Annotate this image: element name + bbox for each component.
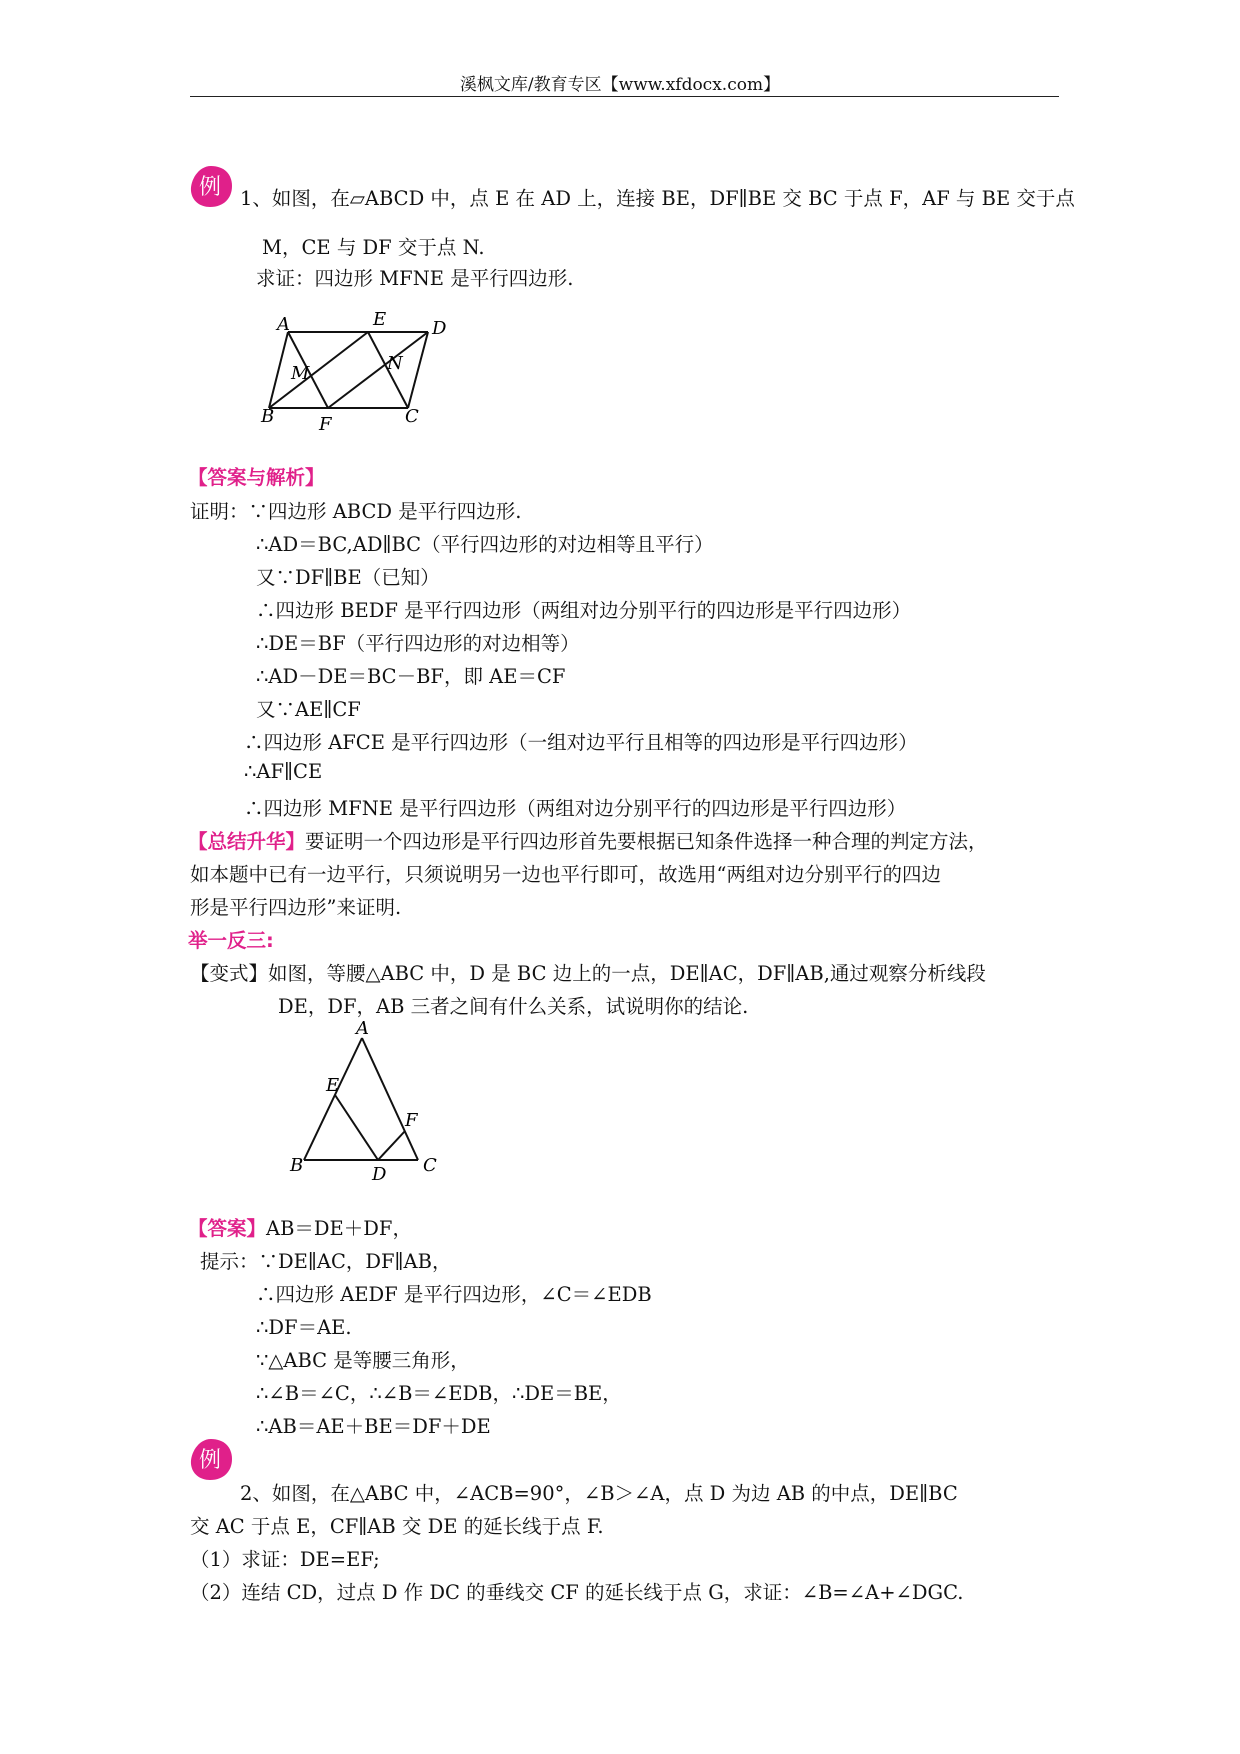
hint-line: ∵△ABC 是等腰三角形， [256, 1349, 470, 1372]
proof-line: ∴四边形 MFNE 是平行四边形（两组对边分别平行的四边形是平行四边形） [244, 797, 907, 820]
variant-line1: 【变式】如图，等腰△ABC 中，D 是 BC 边上的一点，DE∥AC，DF∥AB,通过观察分析线段 [190, 962, 986, 985]
example1-line2: M，CE 与 DF 交于点 N. [262, 236, 485, 259]
svg-text:例: 例 [198, 1448, 222, 1473]
summary-heading: 【总结升华】 [188, 830, 306, 853]
label-A: A [277, 314, 290, 335]
example2-line2: 交 AC 于点 E，CF∥AB 交 DE 的延长线于点 F. [190, 1515, 604, 1538]
example-badge-icon [188, 1437, 234, 1483]
answer-analysis-heading: 【答案与解析】 [188, 466, 325, 489]
label-N: N [387, 353, 403, 374]
answer2-result: AB＝DE＋DF， [266, 1217, 412, 1240]
example-badge-icon [188, 164, 234, 210]
practice-heading: 举一反三: [188, 929, 274, 952]
summary-text-2: 如本题中已有一边平行，只须说明另一边也平行即可，故选用“两组对边分别平行的四边 [190, 863, 941, 886]
example2-part2: （2）连结 CD，过点 D 作 DC 的垂线交 CF 的延长线于点 G，求证：∠B=∠A+∠DGC. [190, 1581, 964, 1604]
hint-line: 提示：∵DE∥AC，DF∥AB， [200, 1250, 452, 1273]
proof-line: 证明：∵四边形 ABCD 是平行四边形. [190, 500, 522, 523]
triangle-figure [280, 1018, 450, 1183]
label-M: M [291, 363, 310, 384]
label-D: D [372, 1164, 387, 1183]
label-B: B [261, 406, 275, 427]
proof-line: ∴四边形 BEDF 是平行四边形（两组对边分别平行的四边形是平行四边形） [256, 599, 912, 622]
proof-line: ∴AD＝BC,AD∥BC（平行四边形的对边相等且平行） [256, 533, 714, 556]
answer2-first-line [188, 1213, 412, 1241]
parallelogram-figure [255, 305, 465, 435]
variant-line2: DE，DF，AB 三者之间有什么关系，试说明你的结论. [278, 995, 749, 1018]
hint-line: ∴AB＝AE＋BE＝DF＋DE [256, 1415, 491, 1438]
example1-line3: 求证：四边形 MFNE 是平行四边形. [256, 267, 574, 290]
label-B: B [290, 1155, 304, 1176]
label-C: C [405, 406, 419, 427]
proof-line: 又∵DF∥BE（已知） [256, 566, 440, 589]
summary-text-3: 形是平行四边形”来证明. [190, 896, 402, 919]
proof-line: 又∵AE∥CF [256, 698, 361, 721]
label-C: C [423, 1155, 437, 1176]
proof-line: ∴四边形 AFCE 是平行四边形（一组对边平行且相等的四边形是平行四边形） [244, 731, 918, 754]
label-F: F [405, 1110, 418, 1131]
label-D: D [432, 318, 447, 339]
answer-heading: 【答案】 [188, 1217, 267, 1240]
svg-text:例: 例 [198, 175, 222, 200]
example1-line1: 1、如图，在▱ABCD 中，点 E 在 AD 上，连接 BE，DF∥BE 交 BC 于点 F，AF 与 BE 交于点 [240, 187, 1075, 210]
hint-line: ∴四边形 AEDF 是平行四边形，∠C＝∠EDB [256, 1283, 652, 1306]
proof-line: ∴AD－DE＝BC－BF，即 AE＝CF [256, 665, 566, 688]
hint-line: ∴∠B＝∠C，∴∠B＝∠EDB，∴DE＝BE， [256, 1382, 622, 1405]
label-E: E [373, 309, 387, 330]
label-E: E [326, 1075, 340, 1096]
summary-text-1: 要证明一个四边形是平行四边形首先要根据已知条件选择一种合理的判定方法， [305, 830, 988, 853]
example2-part1: （1）求证：DE=EF; [190, 1548, 380, 1571]
header-divider [190, 96, 1059, 97]
page-header: 溪枫文库/教育专区【www.xfdocx.com】 [459, 75, 781, 95]
summary-paragraph-line1 [188, 826, 988, 854]
label-F: F [319, 414, 332, 435]
proof-line: ∴DE＝BF（平行四边形的对边相等） [256, 632, 580, 655]
hint-line: ∴DF＝AE. [256, 1316, 352, 1339]
label-A: A [356, 1018, 369, 1039]
example2-line1: 2、如图，在△ABC 中，∠ACB=90°，∠B＞∠A，点 D 为边 AB 的中点，DE∥BC [240, 1482, 958, 1505]
proof-line: ∴AF∥CE [244, 760, 323, 783]
